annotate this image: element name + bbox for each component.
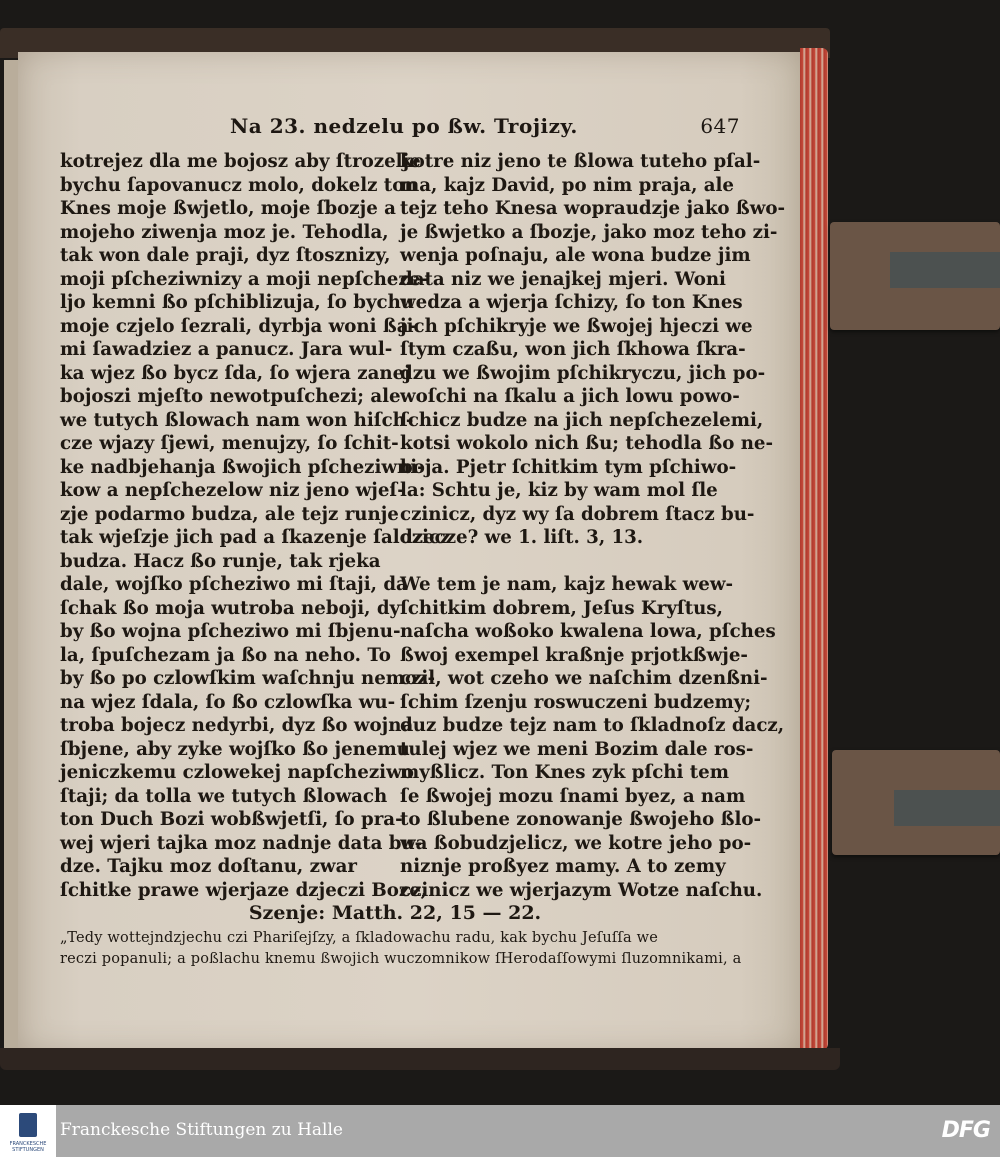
text-line: to ßlubene zonowanje ßwojeho ßlo- (400, 809, 762, 830)
text-line: ſe ßwojej mozu ſnami byez, a nam (400, 785, 746, 807)
text-line: ljo kemni ßo pſchiblizuja, ſo bychu (60, 292, 415, 313)
scripture-reference: Szenje: Matth. 22, 15 — 22. (248, 902, 542, 924)
text-line: tak wjeſzje jich pad a ſkazenje ſalozicz (60, 527, 451, 548)
text-line: ßwoj exempel kraßnje prjotkßwje- (400, 644, 748, 666)
text-line: ſchak ßo moja wutroba neboji, dy (60, 597, 401, 619)
text-line: We tem je nam, kajz hewak wew- (400, 574, 734, 595)
text-line: bojoszi mjeſto newotpuſchezi; ale (60, 386, 401, 407)
text-line: troba bojecz nedyrbi, dyz ßo wojna (60, 715, 414, 736)
text-line: Knes moje ßwjetlo, moje ſbozje a (60, 198, 396, 219)
text-line: boja. Pjetr ſchitkim tym pſchiwo- (400, 456, 737, 478)
text-line: kow a nepſchezelow niz jeno wjeſ- (60, 480, 405, 501)
text-line: czil, wot czeho we naſchim dzenßni- (400, 668, 768, 689)
book-cover-bottom (0, 1048, 840, 1070)
text-line: jeniczkemu czlowekej napſcheziwo (60, 762, 414, 783)
text-line: je ßwjetko a ſbozje, jako moz teho zi- (400, 221, 778, 243)
text-line: tak won dale praji, dyz ſtosznizy, (60, 245, 391, 266)
institution-logo[interactable] (0, 1105, 56, 1157)
text-line: ke nadbjehanja ßwojich pſcheziwni- (60, 456, 425, 478)
text-line: budza. Hacz ßo runje, tak rjeka (60, 550, 381, 572)
page-number: 647 (700, 114, 740, 138)
text-line: by ßo po czlowſkim waſchnju nemoz- (60, 668, 436, 689)
text-line: moji pſcheziwnizy a moji nepſcheze- (60, 268, 428, 290)
text-line: data niz we jenajkej mjeri. Woni (400, 268, 726, 290)
text-line: ſchitkim dobrem, Jeſus Kryſtus, (400, 597, 723, 619)
text-line: tejz teho Knesa wopraudzje jako ßwo- (400, 198, 786, 219)
text-line: ka wjez ßo bycz ſda, ſo wjera zanej (60, 362, 411, 384)
text-line: ſchim ſzenju roswuczeni budzemy; (400, 691, 752, 713)
page-edges-red (800, 48, 828, 1050)
text-line: dzu we ßwojim pſchikryczu, jich po- (400, 362, 766, 384)
text-line: ſchicz budze na jich nepſchezelemi, (400, 409, 764, 431)
text-line: myßlicz. Ton Knes zyk pſchi tem (400, 762, 729, 783)
text-line: ton Duch Bozi wobßwjetſi, ſo pra- (60, 809, 403, 830)
text-line: la, ſpuſchezam ja ßo na neho. To (60, 644, 391, 666)
text-line: wej wjeri tajka moz nadnje data bu- (60, 832, 423, 854)
text-line: dze. Tajku moz doſtanu, zwar (60, 856, 357, 877)
text-line: bychu ſapovanucz molo, dokelz ton (60, 174, 418, 196)
scripture-line: reczi popanuli; a poßlachu knemu ßwojich wuczomnikow ſHerodaſſowymi ſluzomnikami, a (60, 951, 742, 967)
logo-caption: FRANCKESCHE STIFTUNGEN (9, 1141, 47, 1153)
page-header (60, 112, 740, 142)
text-line: niznje proßyez mamy. A to zemy (400, 856, 726, 877)
text-line: ſtaji; da tolla we tutych ßlowach (60, 785, 388, 807)
text-line: cze wjazy ſjewi, menujzy, ſo ſchit- (60, 433, 399, 454)
text-line: we tutych ßlowach nam won hiſch- (60, 409, 414, 431)
page-left-edge (4, 60, 18, 1050)
institution-name[interactable]: Franckesche Stiftungen zu Halle (60, 1120, 343, 1140)
text-line: ſbjene, aby zyke wojſko ßo jenemu (60, 738, 410, 760)
text-line: by ßo wojna pſcheziwo mi ſbjenu- (60, 621, 401, 642)
book-clasp-upper (830, 222, 1000, 330)
text-line: ſtym czaßu, won jich ſkhowa ſkra- (400, 339, 746, 360)
dfg-logo[interactable]: DFG (941, 1118, 990, 1143)
scripture-block (60, 902, 742, 972)
book-clasp-lower (832, 750, 1000, 855)
text-line: ſchitke prawe wjerjaze dzjeczi Boze, (60, 879, 428, 901)
text-line: tulej wjez we meni Bozim dale ros- (400, 738, 754, 760)
text-line: wenja poſnaju, ale wona budze jim (400, 245, 751, 266)
text-line: jich pſchikryje we ßwojej hjeczi we (400, 315, 753, 337)
text-line: dale, wojſko pſcheziwo mi ſtaji, da (60, 574, 408, 595)
text-line: na wjez ſdala, ſo ßo czlowſka wu- (60, 691, 396, 713)
footer-bar (0, 1105, 1000, 1157)
left-column (60, 150, 451, 902)
text-line: zje podarmo budza, ale tejz runje (60, 503, 399, 525)
text-line: kotsi wokolo nich ßu; tehodla ßo ne- (400, 433, 774, 454)
text-line: kotrejez dla me bojosz aby ſtrozelje (60, 151, 421, 172)
francke-emblem-icon (19, 1113, 37, 1137)
text-line: dzecze? we 1. liſt. 3, 13. (400, 527, 644, 548)
text-line: ma, kajz David, po nim praja, ale (400, 174, 734, 196)
text-line: czinicz, dyz wy ſa dobrem ſtacz bu- (400, 503, 755, 525)
text-line: mi ſawadziez a panucz. Jara wul- (60, 339, 393, 360)
text-line: wa ßobudzjelicz, we kotre jeho po- (400, 832, 752, 854)
text-line: naſcha woßoko kwalena lowa, pſches (400, 621, 776, 642)
text-line (400, 550, 735, 574)
right-column (400, 150, 786, 902)
text-line: duz budze tejz nam to ſkladnoſz dacz, (400, 715, 785, 736)
text-line: wedza a wjerja ſchizy, ſo ton Knes (400, 292, 743, 313)
scripture-line: „Tedy wottejndzjechu czi Phariſejſzy, a ſkladowachu radu, kak bychu Jeſuſſa we (60, 930, 659, 946)
text-line: czinicz we wjerjazym Wotze naſchu. (400, 879, 763, 901)
text-line: la: Schtu je, kiz by wam mol ſle (400, 480, 718, 501)
text-line: moje czjelo ſezrali, dyrbja woni ßa- (60, 315, 417, 337)
running-head: Na 23. nedzelu po ßw. Trojizy. (230, 114, 578, 138)
text-line: mojeho ziwenja moz je. Tehodla, (60, 221, 389, 243)
text-line: kotre niz jeno te ßlowa tuteho pſal- (400, 151, 761, 172)
text-line: woſchi na ſkalu a jich lowu powo- (400, 386, 740, 407)
